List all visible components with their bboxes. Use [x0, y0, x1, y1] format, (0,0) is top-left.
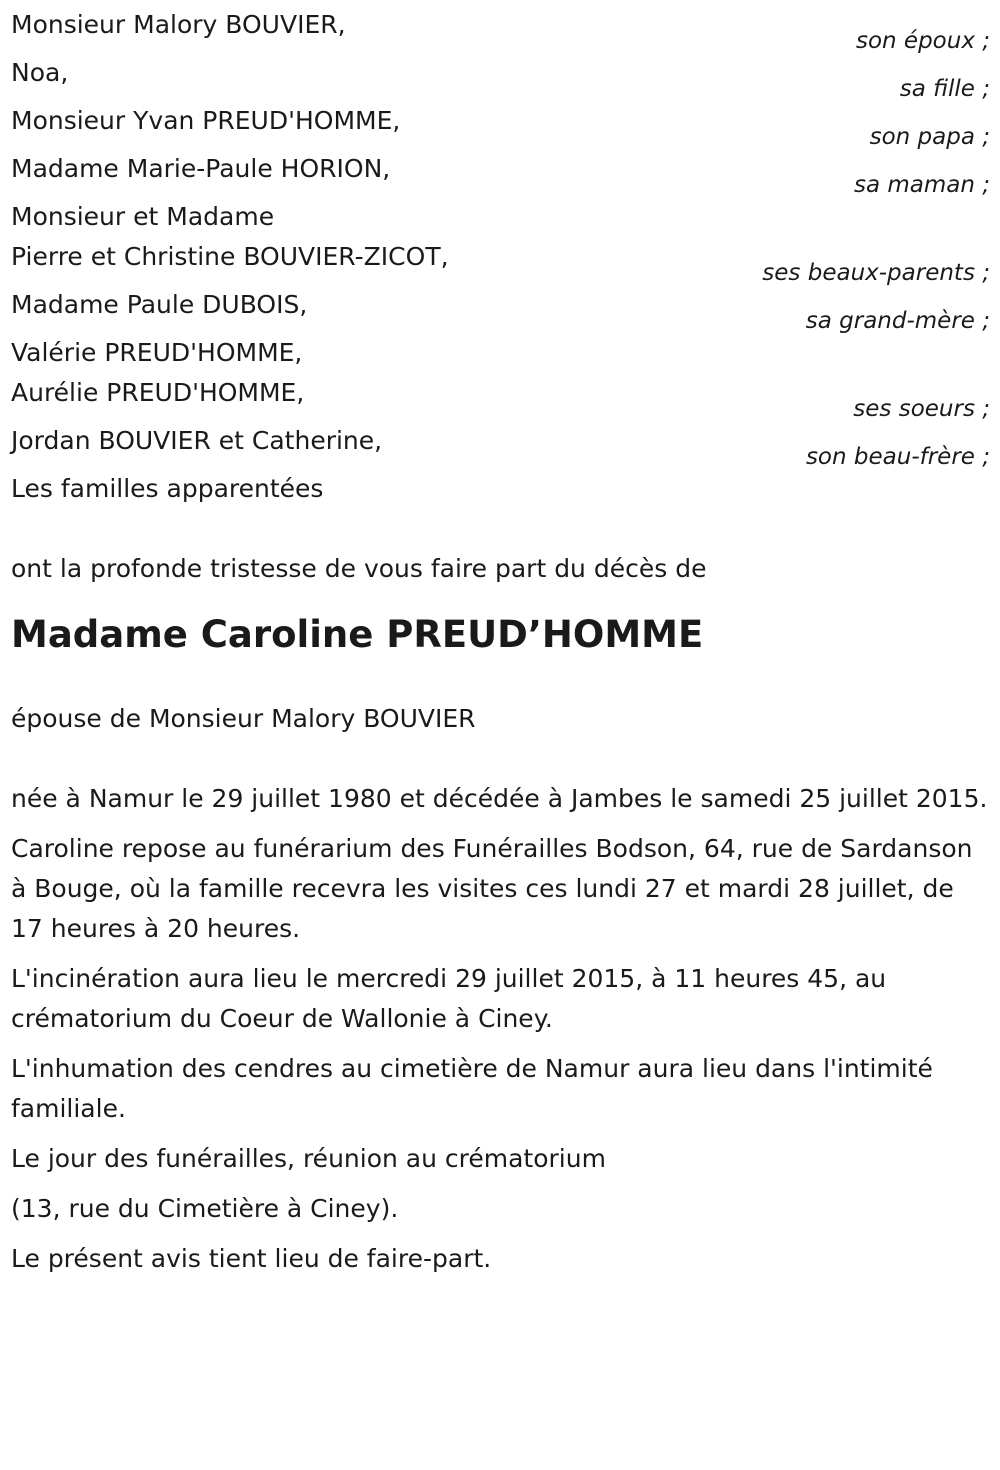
meeting-paragraph: Le jour des funérailles, réunion au crématorium [11, 1144, 606, 1173]
mourner-entry [11, 333, 990, 421]
visitation-paragraph: Caroline repose au funérarium des Funérailles Bodson, 64, rue de Sardanson à Bouge, où la famille recevra les visites ces lundi 27 et mardi 28 juillet, de 17 heures à 20 heures. [11, 834, 973, 943]
announcement-text: ont la profonde tristesse de vous faire part du décès de [11, 554, 707, 583]
mourner-relation: sa maman ; [853, 172, 990, 198]
mourner-relation: son beau-frère ; [805, 444, 990, 470]
mourner-relation: sa fille ; [899, 76, 990, 102]
mourner-name: Madame Marie-Paule HORION, [11, 154, 391, 183]
inhumation-paragraph: L'inhumation des cendres au cimetière de Namur aura lieu dans l'intimité familiale. [11, 1054, 933, 1123]
mourner-name: Monsieur et Madame [11, 202, 275, 231]
related-families: Les familles apparentées [11, 474, 324, 503]
mourner-relation: ses beaux-parents ; [762, 260, 990, 286]
mourner-name: Aurélie PREUD'HOMME, [11, 378, 305, 407]
mourner-relation: sa grand-mère ; [805, 308, 990, 334]
meeting-address: (13, rue du Cimetière à Ciney). [11, 1194, 399, 1223]
deceased-name: Madame Caroline PREUD’HOMME [11, 613, 704, 656]
mourner-name: Pierre et Christine BOUVIER-ZICOT, [11, 242, 449, 271]
mourner-relation: son époux ; [855, 28, 990, 54]
mourner-name: Monsieur Yvan PREUD'HOMME, [11, 106, 401, 135]
spouse-line: épouse de Monsieur Malory BOUVIER [11, 704, 476, 733]
mourner-entry [11, 197, 990, 285]
mourner-entry [11, 5, 990, 53]
mourner-entry [11, 421, 990, 469]
mourner-entry [11, 285, 990, 333]
obituary-notice [11, 0, 990, 1279]
mourner-entry [11, 53, 990, 101]
mourner-relation: ses soeurs ; [853, 396, 990, 422]
birth-death-paragraph: née à Namur le 29 juillet 1980 et décédée à Jambes le samedi 25 juillet 2015. [11, 784, 988, 813]
mourner-relation: son papa ; [869, 124, 990, 150]
mourner-name: Madame Paule DUBOIS, [11, 290, 308, 319]
cremation-paragraph: L'incinération aura lieu le mercredi 29 juillet 2015, à 11 heures 45, au crématorium du Coeur de Wallonie à Ciney. [11, 964, 887, 1033]
notice-paragraph: Le présent avis tient lieu de faire-part. [11, 1244, 492, 1273]
mourner-entry [11, 101, 990, 149]
mourner-entry [11, 149, 990, 197]
mourner-name: Noa, [11, 58, 69, 87]
mourner-name: Valérie PREUD'HOMME, [11, 338, 303, 367]
mourner-name: Jordan BOUVIER et Catherine, [11, 426, 383, 455]
mourner-name: Monsieur Malory BOUVIER, [11, 10, 346, 39]
